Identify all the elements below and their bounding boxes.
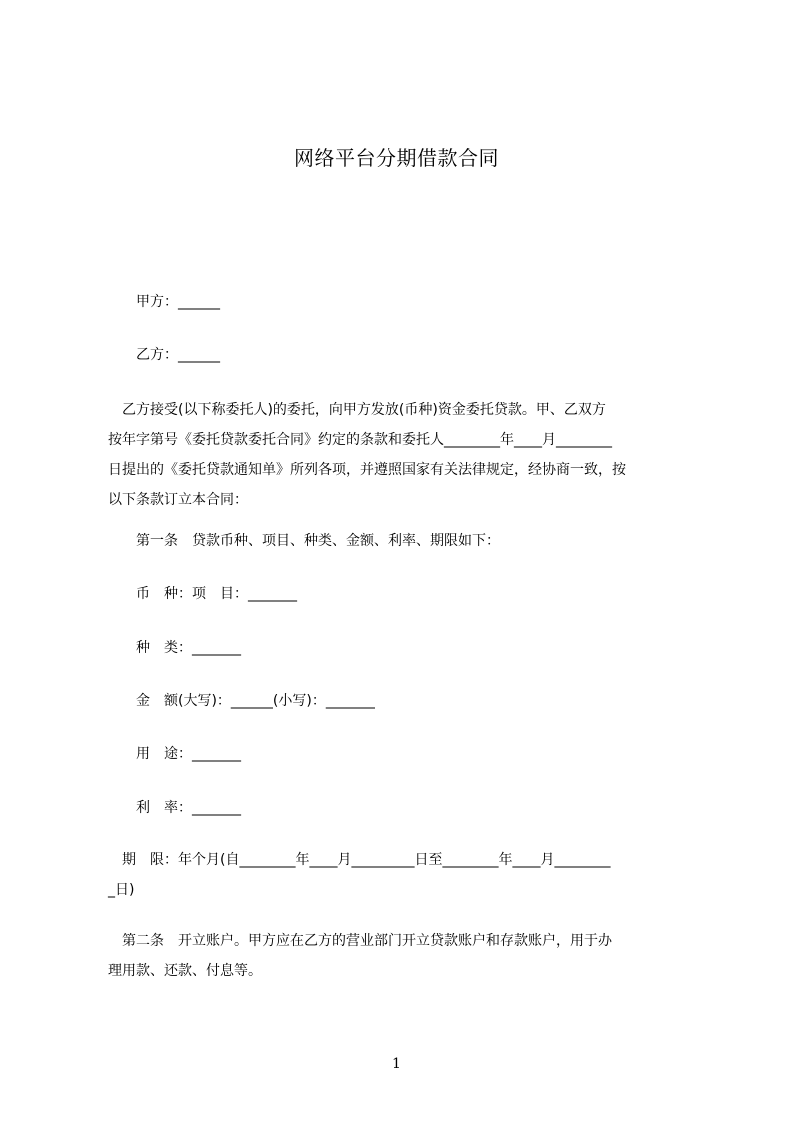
article-1-heading: 第一条 贷款币种、项目、种类、金额、利率、期限如下： — [136, 533, 500, 549]
term-line: 期 限：年个月(自________年____月_________日至________年____月________ — [108, 852, 611, 868]
intro-line: 日提出的《委托贷款通知单》所列各项，并遵照国家有关法律规定，经协商一致，按 — [108, 462, 626, 478]
document-title: 网络平台分期借款合同 — [294, 146, 499, 170]
interest-line: 利 率：_______ — [136, 800, 241, 816]
term-line: _日) — [108, 882, 135, 898]
party-a-line: 甲方：______ — [136, 294, 220, 310]
article-2-paragraph — [108, 926, 702, 986]
currency-item-line: 币 种：项 目：_______ — [136, 586, 297, 602]
intro-paragraph — [108, 395, 702, 515]
party-b-line: 乙方：______ — [136, 347, 220, 363]
amount-line: 金 额(大写)：______(小写)：_______ — [136, 693, 375, 709]
intro-line: 按年字第号《委托贷款委托合同》约定的条款和委托人________年____月________ — [108, 432, 612, 448]
page-number: 1 — [392, 1056, 401, 1072]
term-paragraph — [108, 845, 702, 905]
loan-type-line: 种 类：_______ — [136, 640, 241, 656]
purpose-line: 用 途：_______ — [136, 746, 241, 762]
intro-line: 乙方接受(以下称委托人)的委托，向甲方发放(币种)资金委托贷款。甲、乙双方 — [108, 402, 606, 418]
article-2-line: 第二条 开立账户。甲方应在乙方的营业部门开立贷款账户和存款账户，用于办 — [108, 933, 612, 949]
article-2-line: 理用款、还款、付息等。 — [108, 963, 262, 979]
intro-line: 以下条款订立本合同： — [108, 492, 248, 508]
